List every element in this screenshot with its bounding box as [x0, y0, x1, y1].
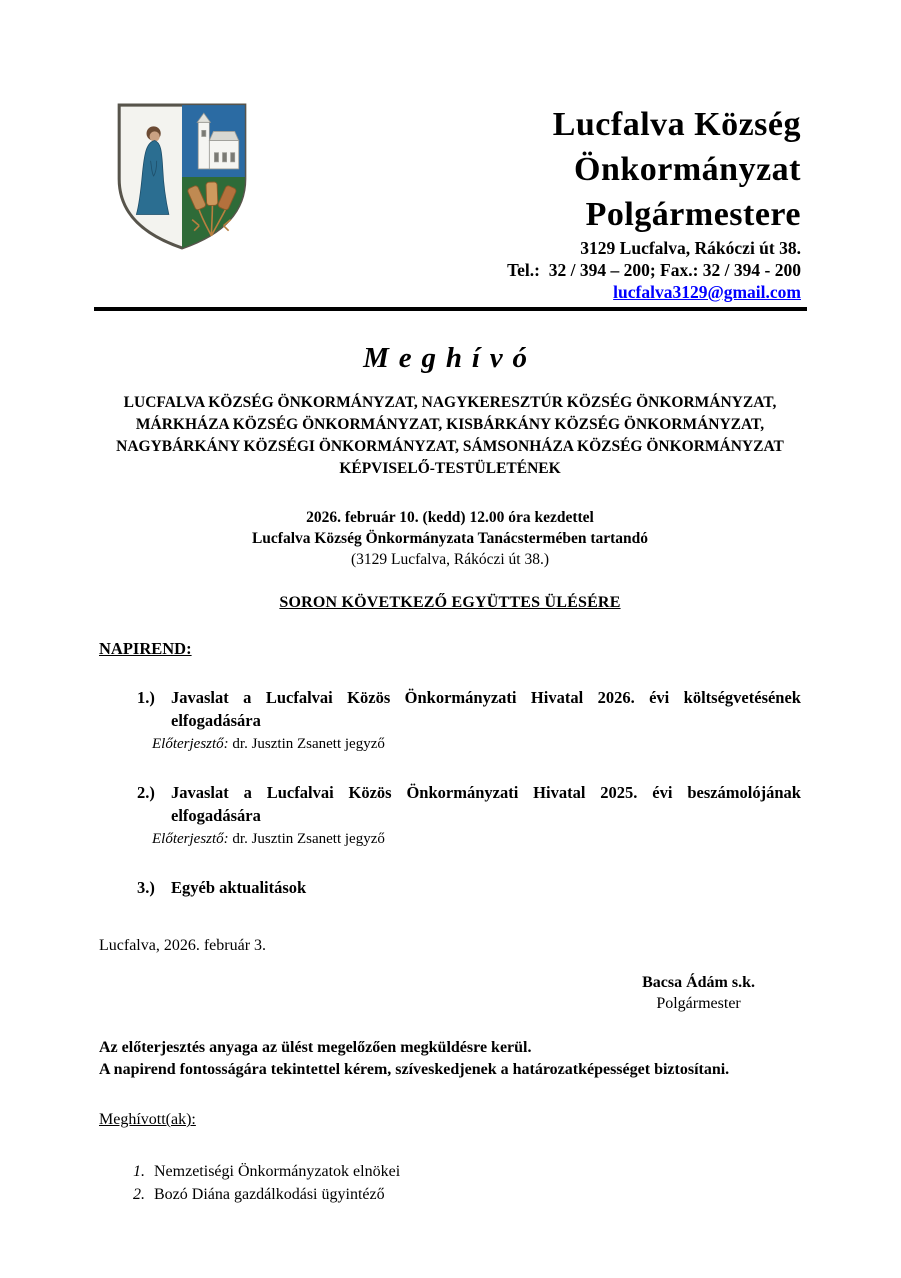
letterhead — [99, 100, 801, 304]
council-body-line: KÉPVISELŐ-TESTÜLETÉNEK — [339, 460, 561, 477]
session-title: SORON KÖVETKEZŐ EGYÜTTES ÜLÉSÉRE — [279, 594, 621, 611]
invited-list — [99, 1160, 801, 1206]
lucfalva-crest-svg — [113, 100, 251, 252]
org-phone-fax: Tel.: 32 / 394 – 200; Fax.: 32 / 394 - 200 — [507, 260, 801, 280]
org-name-line-2: Önkormányzat — [574, 151, 801, 188]
email-line — [249, 281, 801, 304]
signature-block — [642, 972, 755, 1014]
presenter-name-1: dr. Jusztin Zsanett jegyző — [232, 736, 385, 752]
agenda-item-2-text: Javaslat a Lucfalvai Közös Önkormányzati Hivatal 2025. évi beszámolójának elfogadására — [171, 783, 801, 825]
email-link[interactable]: lucfalva3129@gmail.com — [613, 282, 801, 302]
agenda-item-2-presenter — [99, 829, 801, 849]
presenter-name-2: dr. Jusztin Zsanett jegyző — [232, 831, 385, 847]
meeting-venue-address: (3129 Lucfalva, Rákóczi út 38.) — [351, 551, 549, 568]
agenda-item-1 — [99, 686, 801, 732]
note-line-1: Az előterjesztés anyaga az ülést megelőzően megküldésre kerül. — [99, 1039, 532, 1056]
notes-block — [99, 1037, 801, 1081]
invited-item-2 — [133, 1183, 801, 1206]
agenda-item-3-number: 3.) — [137, 878, 155, 897]
meeting-details — [99, 507, 801, 570]
agenda-item-1-number: 1.) — [137, 688, 155, 707]
agenda-item-1-text: Javaslat a Lucfalvai Közös Önkormányzati Hivatal 2026. évi költségvetésének elfogadására — [171, 688, 801, 730]
invited-item-1-number: 1. — [133, 1163, 145, 1180]
org-name-line-3: Polgármestere — [585, 196, 801, 233]
agenda-item-1-presenter — [99, 734, 801, 754]
org-address: 3129 Lucfalva, Rákóczi út 38. — [580, 238, 801, 258]
invited-item-2-number: 2. — [133, 1186, 145, 1203]
coat-of-arms-icon — [99, 100, 249, 257]
presenter-label-2: Előterjesztő: — [152, 831, 229, 847]
closing-date: Lucfalva, 2026. február 3. — [99, 937, 267, 954]
agenda-item-2-number: 2.) — [137, 783, 155, 802]
org-name-line-1: Lucfalva Község — [552, 106, 801, 143]
agenda-item-3-text: Egyéb aktualitások — [171, 878, 307, 897]
invited-heading: Meghívott(ak): — [99, 1111, 196, 1128]
invited-item-1-text: Nemzetiségi Önkormányzatok elnökei — [154, 1163, 401, 1180]
agenda-item-2 — [99, 781, 801, 827]
agenda-item-3 — [99, 876, 801, 899]
document-title: Meghívó — [363, 342, 537, 374]
signature-title: Polgármester — [656, 995, 741, 1012]
header-divider-rule — [94, 307, 807, 311]
invited-item-2-text: Bozó Diána gazdálkodási ügyintéző — [154, 1186, 385, 1203]
note-line-2: A napirend fontosságára tekintettel kérem, szíveskedjenek a határozatképességet biztosítani. — [99, 1061, 730, 1078]
meeting-datetime: 2026. február 10. (kedd) 12.00 óra kezdettel — [306, 509, 594, 526]
presenter-label-1: Előterjesztő: — [152, 736, 229, 752]
agenda-heading: NAPIREND: — [99, 639, 192, 658]
councils-paragraph: LUCFALVA KÖZSÉG ÖNKORMÁNYZAT, NAGYKERESZTÚR KÖZSÉG ÖNKORMÁNYZAT, MÁRKHÁZA KÖZSÉG ÖNKORMÁNYZAT, KISBÁRKÁNY KÖZSÉG ÖNKORMÁNYZAT, NAGYBÁRKÁNY KÖZSÉGI ÖNKORMÁNYZAT, SÁMSONHÁZA KÖZSÉG ÖNKORMÁNYZAT — [116, 394, 784, 455]
invited-item-1 — [133, 1160, 801, 1183]
letterhead-text — [249, 100, 801, 304]
agenda-list — [99, 686, 801, 899]
signature-name: Bacsa Ádám s.k. — [642, 974, 755, 991]
meeting-venue: Lucfalva Község Önkormányzata Tanácstermében tartandó — [251, 530, 649, 547]
